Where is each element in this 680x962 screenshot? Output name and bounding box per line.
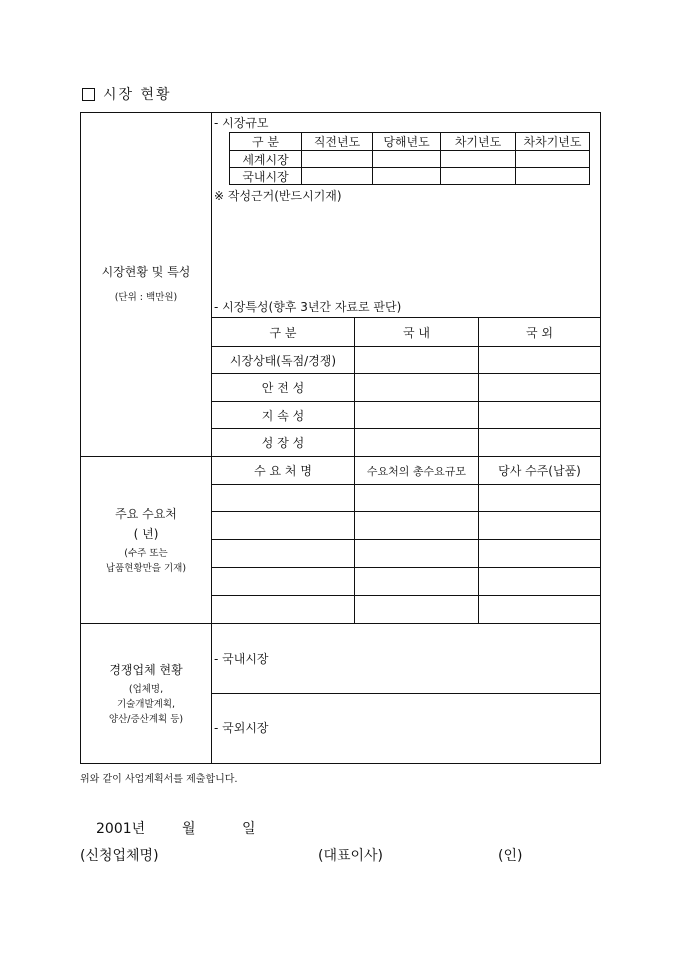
applicant-label: (신청업체명): [80, 848, 159, 864]
submission-statement: 위와 같이 사업계획서를 제출합니다.: [80, 774, 238, 785]
scale-header-current-year: 당해년도: [383, 135, 430, 149]
market-unit-label: (단위 : 백만원): [114, 292, 178, 303]
basis-note: ※ 작성근거(반드시기재): [214, 188, 342, 203]
section-divider: [81, 623, 600, 624]
market-char-heading: - 시장특성(향후 3년간 자료로 판단): [214, 299, 402, 314]
char-row-stability: 안 전 성: [261, 381, 305, 395]
scale-header-year-after-next: 차차기년도: [523, 135, 582, 149]
competitors-note-1: (업체명,: [128, 684, 164, 695]
buyers-section-label: 주요 수요처: [115, 507, 177, 521]
date-month: 월: [182, 821, 196, 837]
market-scale-table: [229, 132, 590, 185]
market-status-form: [80, 112, 601, 764]
competitors-domestic: - 국내시장: [214, 651, 269, 666]
buyers-header-orders: 당사 수주(납품): [498, 464, 581, 478]
competitors-section-label: 경쟁업체 현황: [109, 663, 183, 677]
char-header-domestic: 국 내: [403, 325, 430, 340]
scale-row-domestic: 국내시장: [242, 169, 289, 184]
competitors-foreign: - 국외시장: [214, 720, 269, 735]
char-header-category: 구 분: [269, 325, 297, 340]
buyers-header-name: 수 요 처 명: [254, 464, 312, 478]
representative-label: (대표이사): [318, 848, 384, 864]
buyers-header-total-demand: 수요처의 총수요규모: [366, 464, 467, 478]
char-row-sustainability: 지 속 성: [261, 408, 305, 423]
char-row-market-state: 시장상태(독점/경쟁): [229, 353, 337, 368]
market-section-label: 시장현황 및 특성: [101, 265, 191, 279]
buyers-note-1: (수주 또는: [124, 548, 168, 559]
date-year: 2001년: [96, 821, 146, 837]
buyers-year-label: ( 년): [133, 527, 159, 541]
market-scale-heading: - 시장규모: [214, 115, 269, 130]
scale-header-category: 구 분: [252, 135, 279, 149]
date-day: 일: [242, 821, 256, 837]
checkbox[interactable]: [82, 88, 95, 101]
section-title: [82, 84, 172, 104]
seal-label: (인): [498, 848, 523, 864]
scale-header-next-year: 차기년도: [454, 135, 502, 149]
char-header-foreign: 국 외: [526, 325, 553, 340]
scale-row-world: 세계시장: [242, 152, 289, 167]
scale-header-prev-year: 직전년도: [313, 135, 361, 149]
competitors-note-3: 양산/증산계획 등): [108, 714, 184, 725]
buyers-note-2: 납품현황만을 기재): [105, 563, 187, 574]
competitors-note-2: 기술개발계획,: [116, 699, 176, 710]
section-title-text: 시장 현황: [103, 87, 172, 103]
char-row-growth: 성 장 성: [261, 436, 305, 450]
